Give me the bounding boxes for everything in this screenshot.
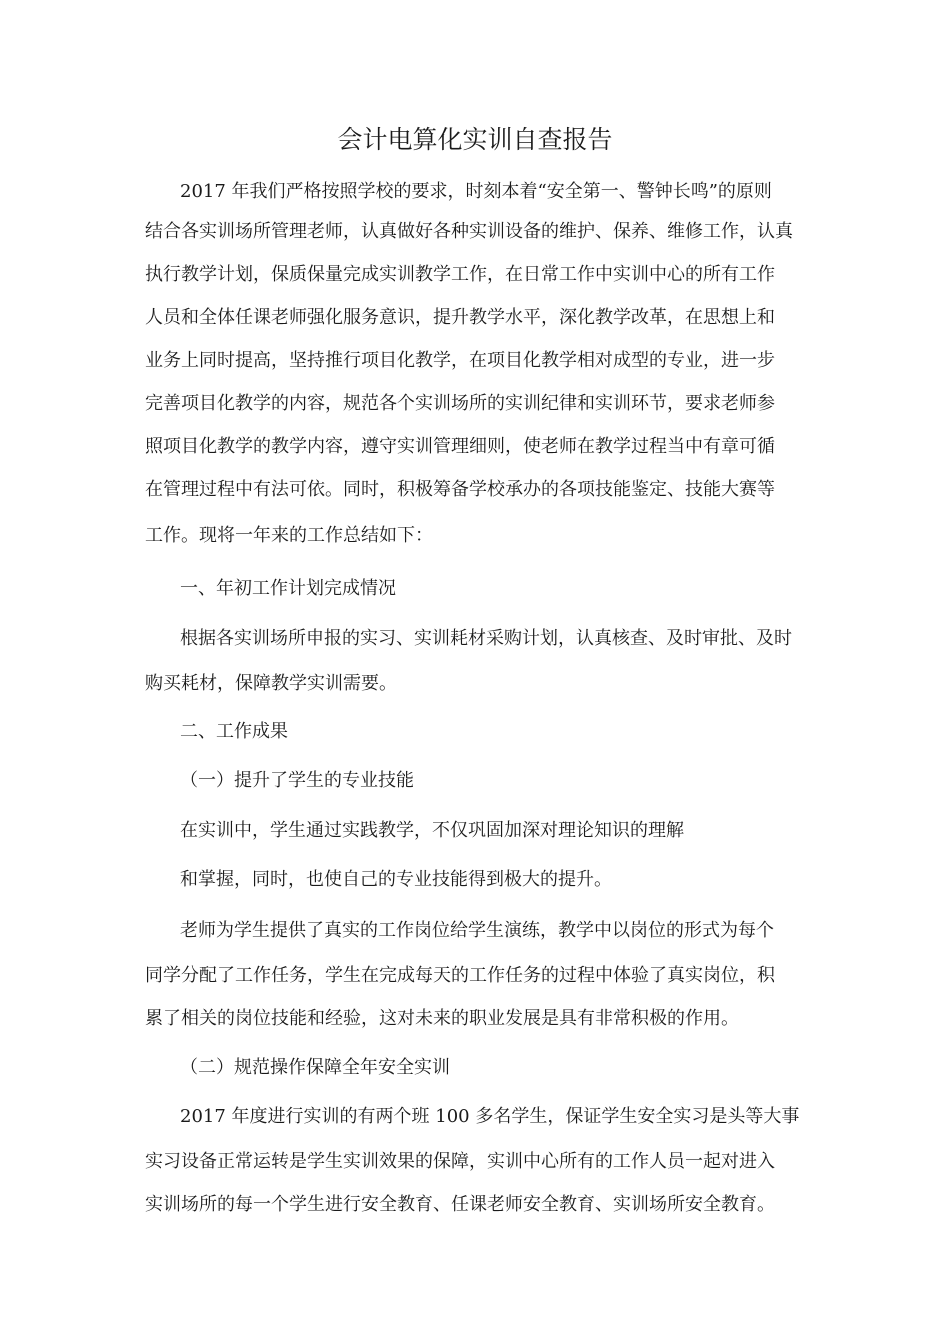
body-line: 实习设备正常运转是学生实训效果的保障，实训中心所有的工作人员一起对进入 [145,1151,775,1172]
body-line: 根据各实训场所申报的实习、实训耗材采购计划，认真核查、及时审批、及时 [180,628,792,649]
document-title: 会计电算化实训自查报告 [337,125,613,154]
body-line: 同学分配了工作任务，学生在完成每天的工作任务的过程中体验了真实岗位，积 [145,965,775,986]
body-line: 执行教学计划，保质保量完成实训教学工作，在日常工作中实训中心的所有工作 [145,264,775,285]
body-line: 2017 年我们严格按照学校的要求，时刻本着“安全第一、警钟长鸣”的原则 [180,181,772,202]
body-line: 老师为学生提供了真实的工作岗位给学生演练，教学中以岗位的形式为每个 [180,920,774,941]
body-line: 2017 年度进行实训的有两个班 100 多名学生，保证学生安全实习是头等大事 [180,1106,800,1127]
body-line: 完善项目化教学的内容，规范各个实训场所的实训纪律和实训环节，要求老师参 [145,393,775,414]
section-heading: 一、年初工作计划完成情况 [180,578,396,599]
body-line: 业务上同时提高，坚持推行项目化教学，在项目化教学相对成型的专业，进一步 [145,350,775,371]
subsection-heading: （二）规范操作保障全年安全实训 [180,1057,450,1078]
body-line: 在实训中，学生通过实践教学，不仅巩固加深对理论知识的理解 [180,820,684,841]
body-line: 在管理过程中有法可依。同时，积极筹备学校承办的各项技能鉴定、技能大赛等 [145,479,775,500]
body-line: 工作。现将一年来的工作总结如下： [145,525,433,546]
body-line: 人员和全体任课老师强化服务意识，提升教学水平，深化教学改革，在思想上和 [145,307,775,328]
subsection-heading: （一）提升了学生的专业技能 [180,770,414,791]
section-heading: 二、工作成果 [180,721,288,742]
body-line: 结合各实训场所管理老师，认真做好各种实训设备的维护、保养、维修工作，认真 [145,221,793,242]
body-line: 实训场所的每一个学生进行安全教育、任课老师安全教育、实训场所安全教育。 [145,1194,775,1215]
body-line: 购买耗材，保障教学实训需要。 [145,673,397,694]
body-line: 照项目化教学的教学内容，遵守实训管理细则，使老师在教学过程当中有章可循 [145,436,775,457]
body-line: 累了相关的岗位技能和经验，这对未来的职业发展是具有非常积极的作用。 [145,1008,739,1029]
body-line: 和掌握，同时，也使自己的专业技能得到极大的提升。 [180,869,612,890]
